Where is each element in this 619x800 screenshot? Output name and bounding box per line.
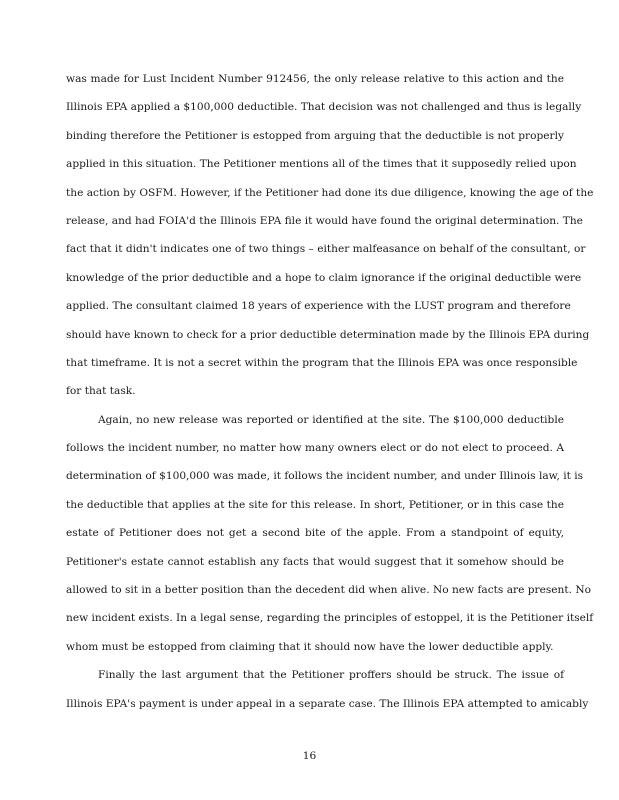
text-line: was made for Lust Incident Number 912456, the only release relative to this action and the (66, 73, 564, 85)
text-line: Petitioner's estate cannot establish any facts that would suggest that it somehow should be (66, 555, 564, 568)
text-line: Illinois EPA applied a $100,000 deductible. That decision was not challenged and thus is legally (66, 101, 582, 114)
text-line: knowledge of the prior deductible and a hope to claim ignorance if the original deductible were (66, 271, 582, 284)
text-line: should have known to check for a prior deductible determination made by the Illinois EPA during (66, 328, 590, 341)
text-line: determination of $100,000 was made, it follows the incident number, and under Illinois law, it is (66, 470, 584, 483)
page-number: 16 (302, 750, 317, 762)
text-line: new incident exists. In a legal sense, regarding the principles of estoppel, it is the Petitioner itself (66, 612, 594, 625)
text-line: binding therefore the Petitioner is estopped from arguing that the deductible is not properly (66, 129, 564, 142)
text-line: applied in this situation. The Petitioner mentions all of the times that it supposedly relied upon (66, 158, 577, 171)
text-line: Finally the last argument that the Petitioner proffers should be struck. The issue of (98, 669, 564, 682)
text-line: whom must be estopped from claiming that it should now have the lower deductible apply. (66, 640, 554, 653)
text-line: Illinois EPA's payment is under appeal in a separate case. The Illinois EPA attempted to amicably (66, 697, 589, 710)
paragraph-2 (66, 406, 594, 662)
paragraph-3 (66, 661, 589, 718)
document-body (66, 65, 594, 718)
text-line: applied. The consultant claimed 18 years of experience with the LUST program and therefore (66, 300, 571, 313)
text-line: release, and had FOIA'd the Illinois EPA file it would have found the original determination. The (66, 214, 583, 227)
text-line: the action by OSFM. However, if the Petitioner had done its due diligence, knowing the age of the (66, 186, 594, 199)
text-line: follows the incident number, no matter how many owners elect or do not elect to proceed. A (66, 442, 564, 455)
text-line: the deductible that applies at the site for this release. In short, Petitioner, or in this case the (66, 498, 564, 511)
text-line: that timeframe. It is not a secret within the program that the Illinois EPA was once responsible (66, 356, 578, 369)
text-line: estate of Petitioner does not get a second bite of the apple. From a standpoint of equity, (66, 527, 564, 540)
text-line: allowed to sit in a better position than the decedent did when alive. No new facts are present. No (66, 584, 592, 597)
paragraph-1 (66, 65, 594, 406)
text-line: fact that it didn't indicates one of two things – either malfeasance on behalf of the consultant, or (66, 243, 586, 256)
text-line: for that task. (66, 385, 136, 398)
text-line: Again, no new release was reported or identified at the site. The $100,000 deductible (98, 413, 564, 426)
